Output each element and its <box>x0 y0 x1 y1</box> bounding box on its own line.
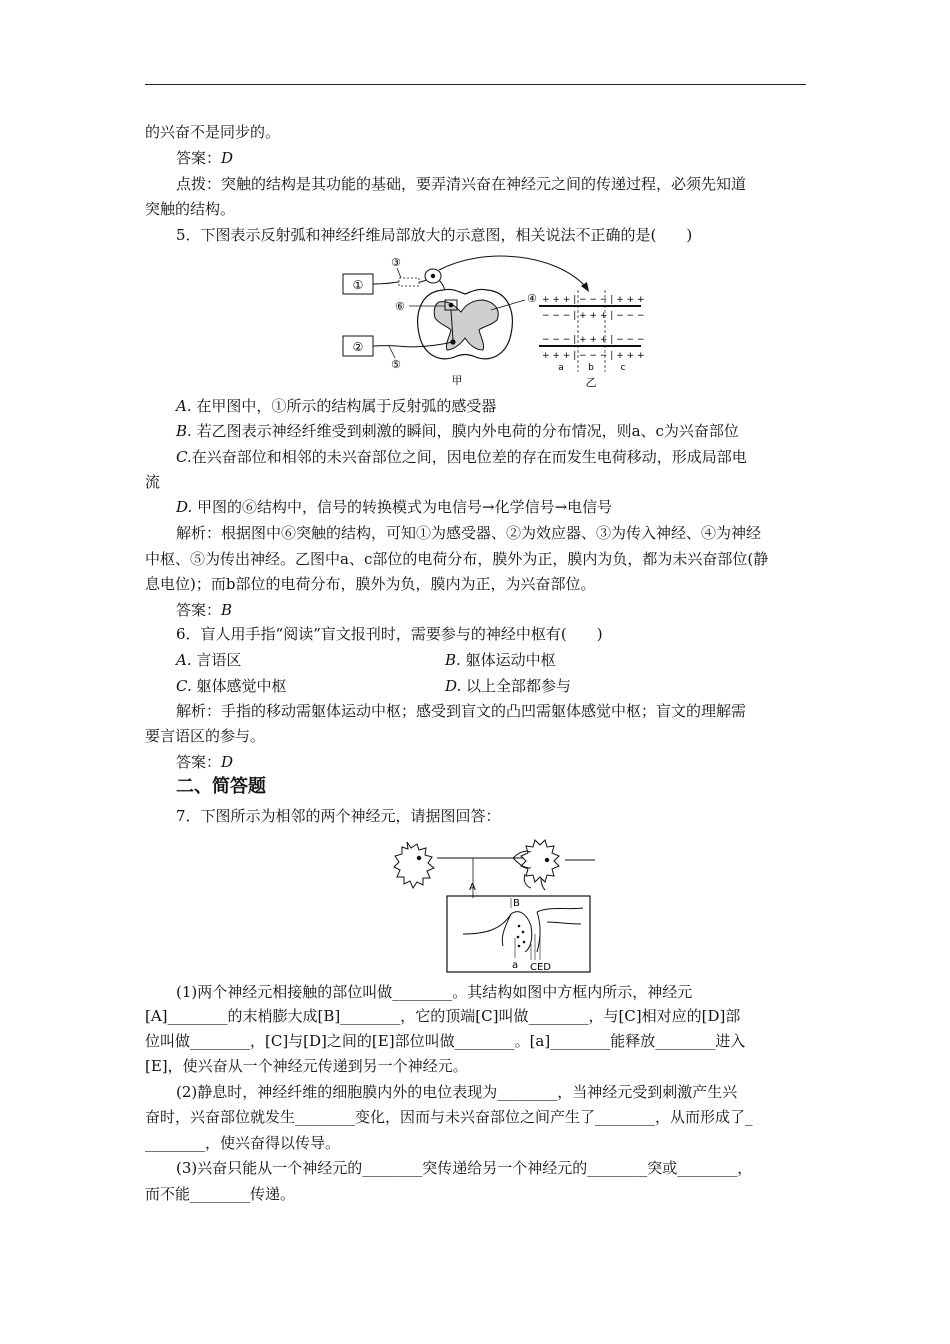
label-c: c <box>620 363 626 373</box>
charge-row-1: + + + | − − − | + + + <box>542 295 645 305</box>
option-letter: D. <box>176 498 193 516</box>
label-5: ⑤ <box>391 358 401 371</box>
option-b <box>445 650 556 670</box>
header-rule <box>145 84 806 85</box>
label-a: a <box>512 960 519 971</box>
label-b: b <box>588 363 594 373</box>
answer-value: D <box>221 149 234 167</box>
answer-label: 答案： <box>176 149 222 167</box>
label-6: ⑥ <box>395 300 405 313</box>
q7-part2-line: (2)静息时，神经纤维的细胞膜内外的电位表现为________，当神经元受到刺激产生兴 <box>176 1083 738 1101</box>
label-3: ③ <box>391 256 401 269</box>
answer-line <box>176 148 233 168</box>
option-text: 以上全部都参与 <box>466 677 572 695</box>
label-1: ① <box>352 278 364 292</box>
synapse-figure <box>385 834 600 974</box>
label-yi: 乙 <box>585 376 597 389</box>
q7-part2-line: ________，使兴奋得以传导。 <box>145 1134 341 1152</box>
option-letter: B. <box>445 651 461 669</box>
q7-part1-line: [E]，使兴奋从一个神经元传递到另一个神经元。 <box>145 1057 468 1075</box>
q7-part1-line: 位叫做________，[C]与[D]之间的[E]部位叫做________。[a]________能释放________进入 <box>145 1032 746 1050</box>
answer-value: B <box>221 601 233 619</box>
option-letter: A. <box>176 651 192 669</box>
explanation-line: 解析：手指的移动需躯体运动中枢；感受到盲文的凸凹需躯体感觉中枢；盲文的理解需 <box>176 702 747 720</box>
option-text: 在兴奋部位和相邻的未兴奋部位之间，因电位差的存在而发生电荷移动，形成局部电 <box>191 448 747 466</box>
option-d <box>445 676 571 696</box>
explanation-line: 中枢、⑤为传出神经。乙图中a、c部位的电荷分布，膜外为正，膜内为负，都为未兴奋部位(静 <box>145 550 769 568</box>
question-6: 6．盲人用手指“阅读”盲文报刊时，需要参与的神经中枢有( ) <box>176 625 603 643</box>
label-A: A <box>469 882 476 893</box>
option-letter: D. <box>445 677 462 695</box>
label-B: B <box>513 898 520 909</box>
question-7: 7．下图所示为相邻的两个神经元，请据图回答： <box>176 807 501 825</box>
explanation-line: 解析：根据图中⑥突触的结构，可知①为感受器、②为效应器、③为传入神经、④为神经 <box>176 524 762 542</box>
option-text: 若乙图表示神经纤维受到刺激的瞬间，膜内外电荷的分布情况，则a、c为兴奋部位 <box>196 422 739 440</box>
tip-line: 突触的结构。 <box>145 200 236 218</box>
label-2: ② <box>352 340 364 354</box>
q7-part1-line: [A]________的末梢膨大成[B]________，它的顶端[C]叫做________，与[C]相对应的[D]部 <box>145 1007 741 1025</box>
label-4: ④ <box>527 292 537 305</box>
option-text: 甲图的⑥结构中，信号的转换模式为电信号→化学信号→电信号 <box>197 498 613 516</box>
q7-part3-line: 而不能________传递。 <box>145 1185 296 1203</box>
text-line: 的兴奋不是同步的。 <box>145 123 281 141</box>
option-c <box>176 676 287 696</box>
q7-part2-line: 奋时，兴奋部位就发生________变化，因而与未兴奋部位之间产生了________，从而形成了_ <box>145 1108 753 1126</box>
label-a: a <box>558 363 564 373</box>
option-letter: A. <box>176 397 192 415</box>
explanation-line: 要言语区的参与。 <box>145 727 266 745</box>
section-heading: 二、简答题 <box>176 776 266 797</box>
charge-row-3: − − − | + + + | − − − <box>542 335 645 345</box>
label-jia: 甲 <box>451 374 463 387</box>
option-text: 言语区 <box>196 651 242 669</box>
answer-label: 答案： <box>176 753 222 771</box>
answer-label: 答案： <box>176 601 222 619</box>
tip-line: 点拨：突触的结构是其功能的基础，要弄清兴奋在神经元之间的传递过程，必须先知道 <box>176 175 747 193</box>
explanation-line: 息电位)；而b部位的电荷分布，膜外为负，膜内为正，为兴奋部位。 <box>145 575 596 593</box>
q7-part1-line: (1)两个神经元相接触的部位叫做________。其结构如图中方框内所示，神经元 <box>176 983 693 1001</box>
answer-value: D <box>221 753 234 771</box>
option-text: 在甲图中，①所示的结构属于反射弧的感受器 <box>196 397 497 415</box>
option-letter: C. <box>176 448 192 466</box>
reflex-arc-figure <box>335 250 655 392</box>
option-b <box>176 421 739 441</box>
option-text: 躯体运动中枢 <box>465 651 556 669</box>
q7-part3-line: (3)兴奋只能从一个神经元的________突传递给另一个神经元的________突或________， <box>176 1159 753 1177</box>
option-c <box>176 447 747 467</box>
option-c-cont: 流 <box>145 473 161 491</box>
question-5: 5．下图表示反射弧和神经纤维局部放大的示意图，相关说法不正确的是( ) <box>176 226 693 244</box>
option-a <box>176 650 241 670</box>
answer-line <box>176 600 232 620</box>
option-a <box>176 396 496 416</box>
option-d <box>176 497 612 517</box>
charge-row-4: + + + | − − − | + + + <box>542 351 645 361</box>
option-text: 躯体感觉中枢 <box>196 677 287 695</box>
option-letter: B. <box>176 422 192 440</box>
option-letter: C. <box>176 677 192 695</box>
label-CED: CED <box>530 962 552 973</box>
answer-line <box>176 752 233 772</box>
charge-row-2: − − − | + + + | − − − <box>542 311 645 321</box>
